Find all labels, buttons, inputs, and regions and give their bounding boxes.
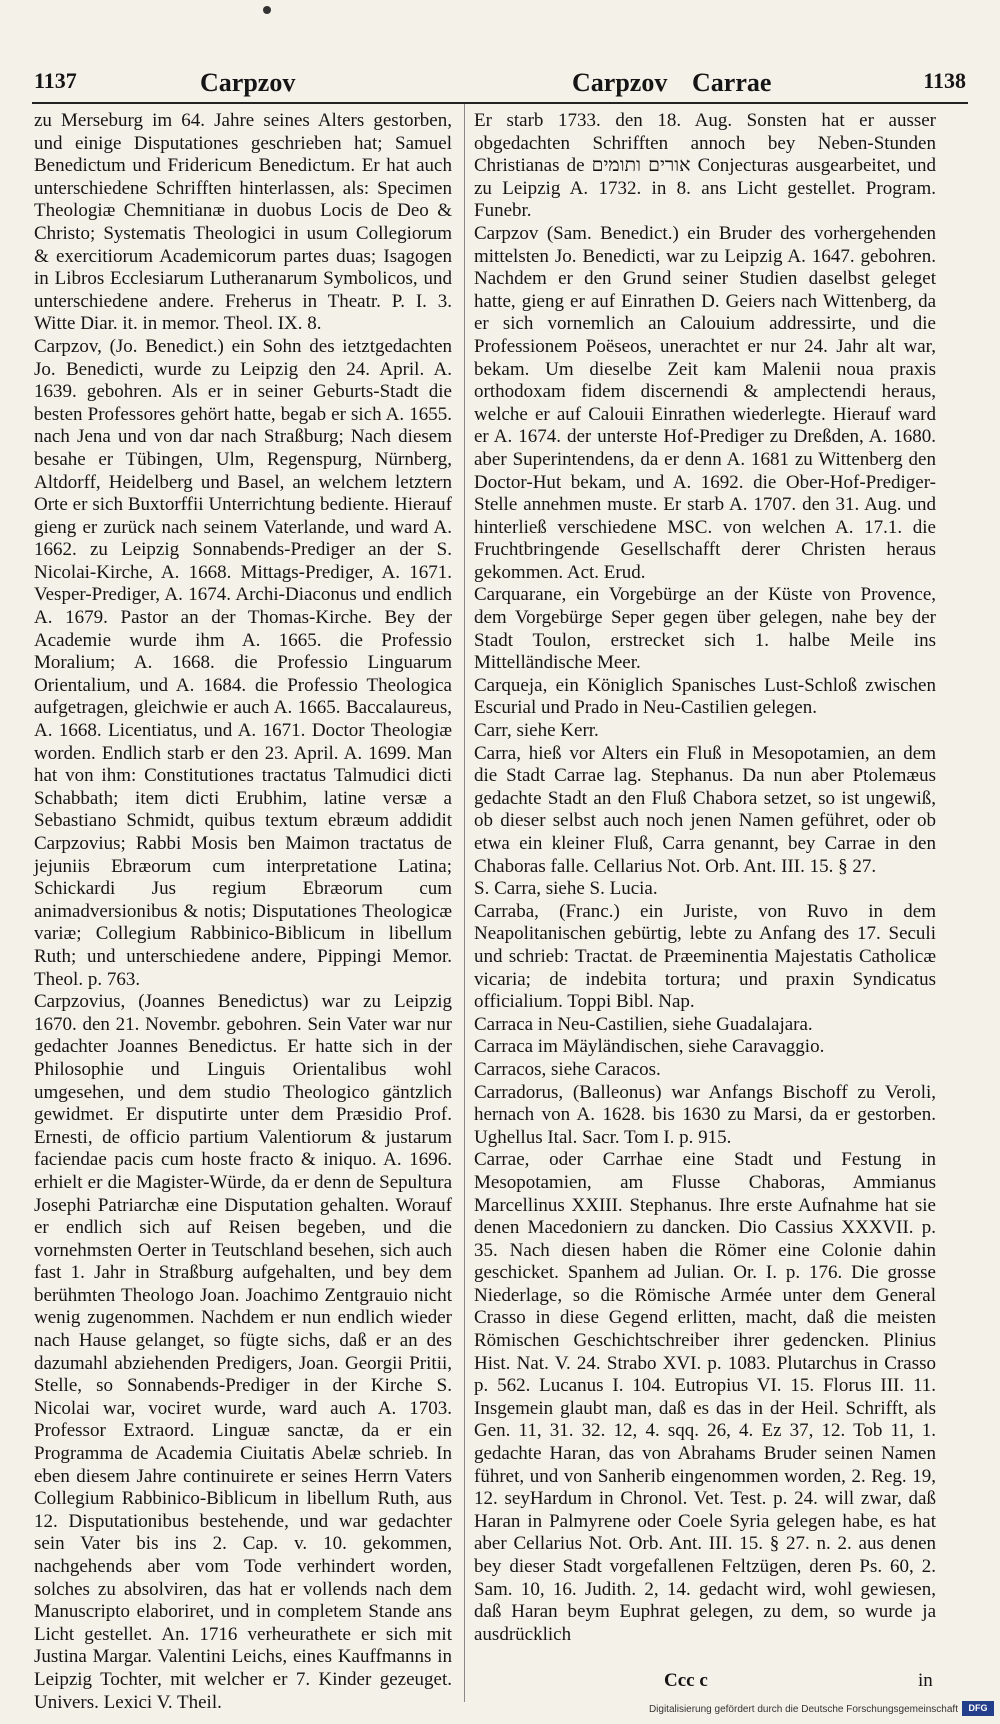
entry-text: Carraca in Neu-Castilien, siehe Guadalajara. (474, 1013, 813, 1035)
right-column (474, 110, 936, 1646)
entry-text: Carraba, (Franc.) ein Juriste, von Ruvo in dem Neapolitanischen gebürtig, lebte zu Anfang des 17. Seculi und schrieb: Tractat. de Præeminentia Majestatis Catholicæ vicaria; de indebita tortura; und praxin Syndicatus officialium. Toppi Bibl. Nap. (474, 900, 936, 1013)
header-keyword-left: Carpzov (200, 68, 296, 97)
digitization-credit: Digitalisierung gefördert durch die Deutsche Forschungsgemeinschaft (648, 1704, 958, 1715)
entry-text: S. Carra, siehe S. Lucia. (474, 878, 658, 900)
entry-text: Carpzov, (Jo. Benedict.) ein Sohn des ietztgedachten Jo. Benedicti, wurde zu Leipzig den 24. April. A. 1639. gebohren. Als er in seiner Geburts-Stadt die besten Professores gehört hatte, begab er sich A. 1655. nach Jena und von dar nach Straßburg; Nach diesem besahe er Tübingen, Ulm, Regenspurg, Nürnberg, Altdorff, Heidelberg und Basel, an welchem letztern Orte er sich Buxtorffii Unterrichtung bediente. Hierauf gieng er zurück nach seinem Vaterlande, und ward A. 1662. zu Leipzig Sonnabends-Prediger an der S. Nicolai-Kirche, A. 1668. Mittags-Prediger, A. 1671. Vesper-Prediger, A. 1674. Archi-Diaconus und endlich A. 1679. Pastor an der Thomas-Kirche. Bey der Academie wurde ihm A. 1665. die Professio Moralium; A. 1668. die Professio Linguarum Orientalium, und A. 1684. die Professio Theologica aufgetragen, gleichwie er auch A. 1665. Baccalaureus, A. 1668. Licentiatus, und A. 1671. Doctor Theologiæ worden. Endlich starb er den 23. April. A. 1699. Man hat von ihm: Constitutiones tractatus Talmudici dicti Schabbath; item dicti Erubhim, latine versæ a Sebastiano Schmidt, quibus textum ebræum addidit Carpzovius; Rabbi Mosis ben Maimon tractatus de jejuniis Ebræorum cum interpretatione Latina; Schickardi Jus regium Ebræorum cum animadversionibus & notis; Disputationes Theologicæ variæ; Collegium Rabbinico-Biblicum in libellum Ruth; und unterschiedene andere, Pippingi Memor. Theol. p. 763. (34, 335, 452, 990)
entry-text: Carrae, oder Carrhae eine Stadt und Festung in Mesopotamien, am Flusse Chaboras, Ammianus Marcellinus XXIII. Stephanus. Ihre erste Aufnahme hat sie denen Macedoniern zu dancken. Dio Cassius XXXVII. p. 35. Nach diesen haben die Römer eine Colonie dahin geschicket. Spanhem ad Julian. Or. I. p. 176. Die grosse Niederlage, so die Römische Armée unter dem General Crasso in diese Gegend erlitten, macht, daß die meisten Römischen Geschichtschreiber ihrer gedencken. Plinius Hist. Nat. V. 24. Strabo XVI. p. 1083. Plutarchus in Crasso p. 562. Lucanus I. 104. Eutropius VI. 15. Florus III. 11. Insgemein glaubt man, daß es das in der Heil. Schrifft, als Gen. 11, 31. 32. 12, 4. sqq. 26, 4. Ez 37, 12. Tob 11, 1. gedachte Haran, das von Abrahams Bruder seinen Namen führet, und von Sanherib eingenommen worden, 2. Reg. 19, 12. seyHardum in Chronol. Vet. Test. p. 24. will zwar, daß Haran in Palmyrene oder Coele Syria gelegen habe, es hat aber Cellarius Not. Orb. Ant. III. 15. § 27. n. 2. aus denen bey dieser Stadt vorgefallenen Feltzügen, deren Ps. 60, 2. Sam. 10, 16. Judith. 2, 14. gedacht wird, wohl gewiesen, daß Haran beym Euphrat gelegen, zu dem, so wurde ja ausdrücklich (474, 1149, 936, 1645)
left-column (34, 110, 452, 1714)
catchword: in (918, 1670, 933, 1691)
header-keyword-mid2: Carrae (692, 68, 772, 97)
entry-text: Er starb 1733. den 18. Aug. Sonsten hat er ausser obgedachten Schrifften annoch bey Neben-Stunden Christianas de אורים ותומים Conjecturas ausgearbeitet, und zu Leipzig A. 1732. in 8. ans Licht gestellet. Program. Funebr. (474, 110, 936, 222)
entry-text: Carr, siehe Kerr. (474, 720, 599, 742)
page-number-left: 1137 (34, 68, 77, 93)
entry-text: Carquarane, ein Vorgebürge an der Küste von Provence, dem Vorgebürge Seper gegen über gelegen, nahe bey der Stadt Toulon, erstrecket sich 1. halbe Meile ins Mittelländische Meer. (474, 584, 936, 674)
running-header (32, 60, 968, 104)
page-number-right: 1138 (923, 68, 966, 93)
entry-text: Carradorus, (Balleonus) war Anfangs Bischoff zu Veroli, hernach von A. 1628. bis 1630 zu Marsi, da er gestorben. Ughellus Ital. Sacr. Tom I. p. 915. (474, 1081, 936, 1148)
entry-text: Carra, hieß vor Alters ein Fluß in Mesopotamien, an dem die Stadt Carrae lag. Stephanus. Da nun aber Ptolemæus gedachte Stadt an den Fluß Chabora setzet, so ist ungewiß, ob dieser selbst auch noch jenen Namen geführet, oder ob etwa ein kleiner Fluß, Carra genannt, bey Carrae in den Chaboras falle. Cellarius Not. Orb. Ant. III. 15. § 27. (474, 742, 936, 877)
column-divider (464, 104, 465, 1702)
dfg-logo: DFG (962, 1701, 994, 1716)
entry-text: Carpzovius, (Joannes Benedictus) war zu Leipzig 1670. den 21. Novembr. gebohren. Sein Vater war nur gedachter Joannes Benedictus. Er hatte sich in der Philosophie und Linguis Orientalibus wohl umgesehen, und dem studio Theologico gäntzlich gewidmet. Er disputirte unter dem Præsidio Prof. Ernesti, de officio partium Valentiorum & justarum faciendae pacis cum hoste fracto & iniquo. A. 1696. erhielt er die Magister-Würde, da er denn de Sepultura Josephi Patriarchæ eine Disputation gehalten. Worauf er endlich sich auf Reisen begeben, und die vornehmsten Oerter in Teutschland besehen, sich auch fast 1. Jahr in Straßburg aufgehalten, und bey dem berühmten Theologo Joan. Joachimo Zentgrauio nicht wenig zugenommen. Nachdem er nun endlich wieder nach Hause gelanget, so fügte sichs, daß er an des dazumahl abziehenden Predigers, Joan. Georgii Pritii, Stelle, so Sonnabends-Prediger in der Kirche S. Nicolai war, vociret wurde, ward auch A. 1703. Professor Extraord. Linguæ sanctæ, da er ein Programma de Academia Ciuitatis Abelæ schrieb. In eben diesem Jahre continuirete er seines Herrn Vaters Collegium Rabbinico-Biblicum in libellum Ruth, aus 12. Disputationibus bestehende, und war gedachter sein Vater bis ins 2. Cap. v. 10. gekommen, nachgehends aber vom Tode verhindert worden, solches zu absolviren, das hat er vollends nach dem Manuscripto elaboriret, und in completem Stande ans Licht gestellet. An. 1716 verheurathete er sich mit Justina Margar. Valentini Leichs, eines Kauffmanns in Leipzig Tochter, mit welcher er 7. Kinder gezeuget. Univers. Lexici V. Theil. (34, 991, 452, 1713)
signature-mark: Ccc c (664, 1670, 708, 1691)
header-keyword-mid: Carpzov (572, 68, 668, 97)
entry-text: Carpzov (Sam. Benedict.) ein Bruder des vorhergehenden mittelsten Jo. Benedicti, war zu Leipzig A. 1647. gebohren. Nachdem er den Grund seiner Studien daselbst geleget hatte, gieng er auf Einrathen D. Geiers nach Wittenberg, da er sich vornemlich an Calouium addressirte, und die Professionem Poëseos, unerachtet er nur 24. Jahr alt war, bekam. Um dieselbe Zeit kam Malenii noua praxis orthodoxam fidem discernendi & amplectendi heraus, welche er auf Calouii Einrathen wiederlegte. Hierauf ward er A. 1674. der unterste Hof-Prediger zu Dreßden, A. 1680. aber Superintendens, da er denn A. 1681 zu Wittenberg den Doctor-Hut bekam, und A. 1692. die Ober-Hof-Prediger-Stelle annehmen muste. Er starb A. 1707. den 31. Aug. und hinterließ verschiedene MSC. von welchen A. 17.1. die Fruchtbringende Gesellschafft derer Christen heraus gekommen. Act. Erud. (474, 222, 936, 583)
entry-text: Carracos, siehe Caracos. (474, 1058, 661, 1080)
entry-text: Carqueja, ein Königlich Spanisches Lust-Schloß zwischen Escurial und Prado in Neu-Castilien gelegen. (474, 674, 936, 719)
entry-text: zu Merseburg im 64. Jahre seines Alters gestorben, und einige Disputationes geschrieben hat; Samuel Benedictum und Fridericum Benedictum. Er hat auch unterschiedene Schrifften hinterlassen, als: Specimen Theologiæ Chemnitianæ in duobus Locis de Deo & Christo; Systematis Theologici in usum Collegiorum & exercitiorum Academicorum partes duas; Isagogen in Libros Ecclesiarum Lutheranarum Symbolicos, und unterschiedene andere. Freherus in Theatr. P. I. 3. Witte Diar. it. in memor. Theol. IX. 8. (34, 110, 452, 335)
entry-text: Carraca im Mäyländischen, siehe Caravaggio. (474, 1036, 825, 1058)
ink-blot (263, 6, 271, 14)
